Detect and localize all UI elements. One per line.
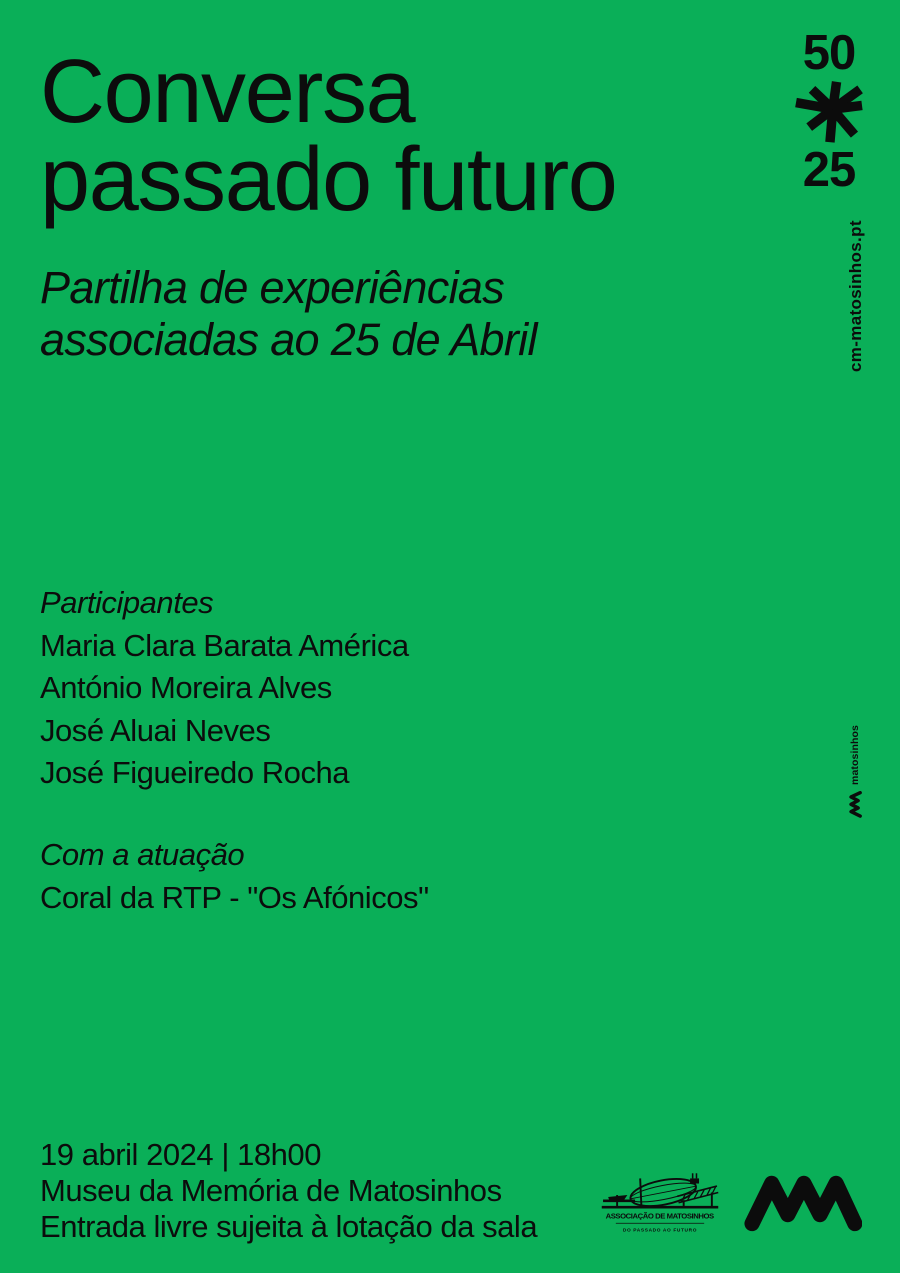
- participant-name: António Moreira Alves: [40, 670, 332, 705]
- associacao-de-matosinhos-logo: [599, 1172, 721, 1236]
- performance-act: Coral da RTP - "Os Afónicos": [40, 879, 429, 915]
- participants-label: Participantes: [40, 585, 214, 620]
- matosinhos-side-mark-text: matosinhos: [849, 725, 861, 785]
- event-datetime: 19 abril 2024 | 18h00: [40, 1137, 321, 1172]
- poster-subtitle: [40, 262, 537, 366]
- harbour-illustration-icon: [599, 1172, 721, 1236]
- page-title: [40, 42, 617, 230]
- title-line-2: passado futuro: [40, 130, 617, 230]
- associacao-name: ASSOCIAÇÃO DE MATOSINHOS: [605, 1211, 715, 1221]
- matosinhos-side-mark: [847, 725, 863, 818]
- participant-name: Maria Clara Barata América: [40, 627, 409, 663]
- subtitle-line-1: Partilha de experiências: [40, 262, 505, 313]
- asterisk-star-icon: [790, 79, 868, 145]
- website-vertical-text: cm-matosinhos.pt: [846, 220, 865, 372]
- participant-name: José Aluai Neves: [40, 712, 271, 748]
- performance-label: Com a atuação: [40, 837, 245, 872]
- performance-section: [40, 834, 429, 919]
- event-admission: Entrada livre sujeita à lotação da sala: [40, 1208, 538, 1244]
- participants-section: [40, 582, 409, 795]
- event-details: [40, 1137, 537, 1244]
- title-line-1: Conversa: [40, 42, 415, 142]
- participant-name: José Figueiredo Rocha: [40, 755, 350, 790]
- matosinhos-wave-m-icon: [849, 791, 862, 818]
- associacao-tagline: DO PASSADO AO FUTURO: [622, 1228, 698, 1234]
- subtitle-line-2: associadas ao 25 de Abril: [40, 314, 537, 365]
- event-venue: Museu da Memória de Matosinhos: [40, 1172, 502, 1208]
- badge-number-25: 25: [802, 143, 856, 197]
- matosinhos-m-logo: [744, 1174, 862, 1232]
- matosinhos-wave-m-icon: [744, 1174, 862, 1232]
- anniversary-badge-50-25: [788, 26, 870, 197]
- badge-number-50: 50: [802, 26, 856, 80]
